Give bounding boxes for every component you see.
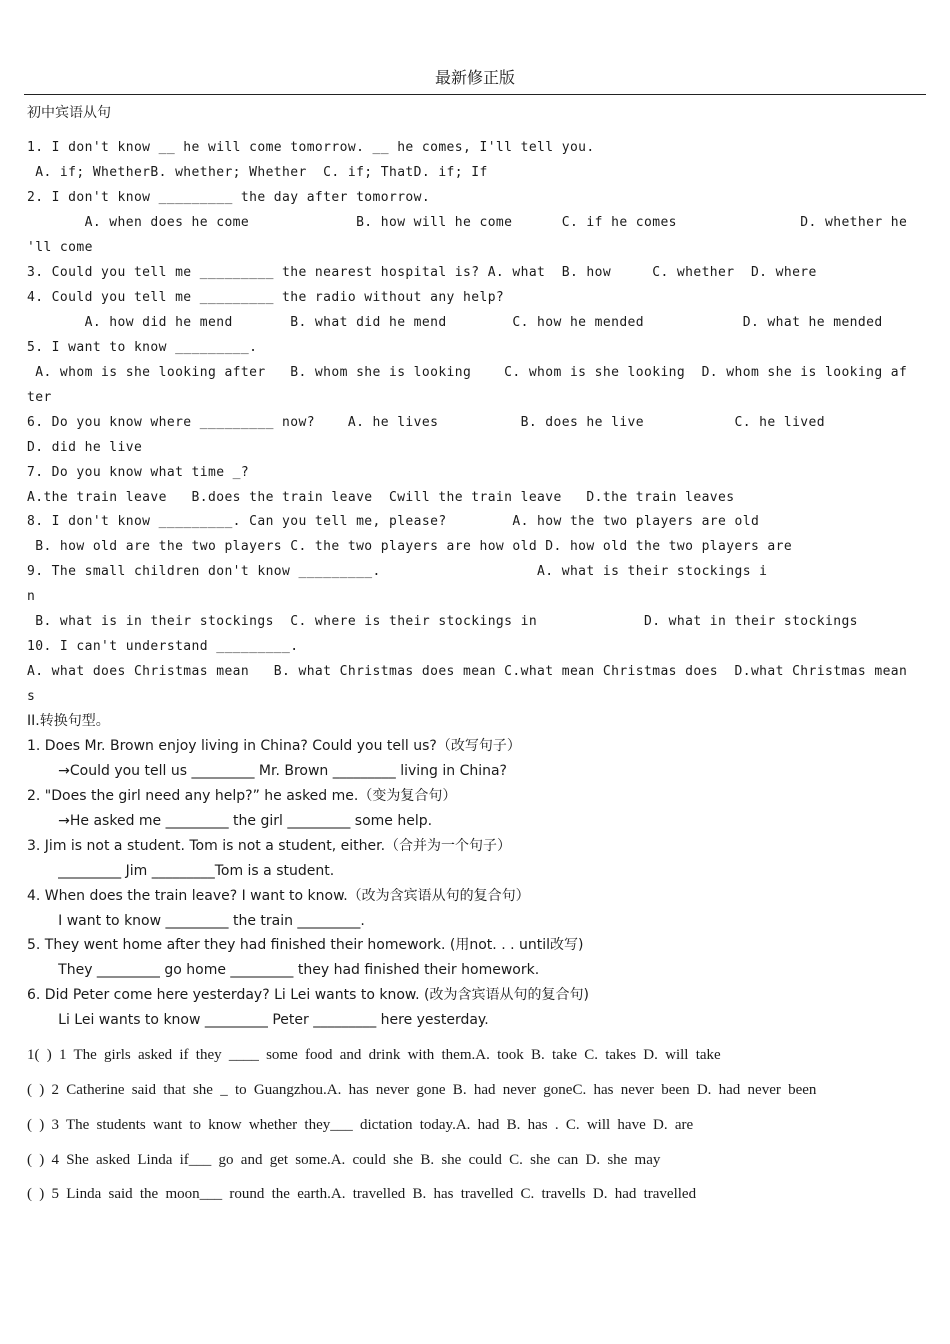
options-line: A. if; WhetherB. whether; Whether C. if; ThatD. if; If <box>27 165 488 180</box>
choice-question: 1( ) 1 The girls asked if they ____ some food and drink with them.A. took B. take C. takes D. will take <box>27 1047 721 1063</box>
answer-line: They _________ go home _________ they had finished their homework. <box>27 962 540 978</box>
question-line: 2. I don't know _________ the day after tomorrow. <box>27 190 431 205</box>
question-line: 1. Does Mr. Brown enjoy living in China? Could you tell us?（改写句子） <box>27 738 521 754</box>
options-line: A. when does he come B. how will he come C. if he comes D. whether he <box>27 215 908 230</box>
options-line: A. how did he mend B. what did he mend C. how he mended D. what he mended <box>27 315 883 330</box>
header-divider <box>24 94 926 95</box>
question-line: 5. They went home after they had finished their homework. (用not. . . until改写) <box>27 937 584 953</box>
question-line: 3. Jim is not a student. Tom is not a student, either.（合并为一个句子） <box>27 838 512 854</box>
question-line: 4. Could you tell me _________ the radio without any help? <box>27 290 505 305</box>
answer-line: →Could you tell us _________ Mr. Brown _________ living in China? <box>27 763 507 779</box>
question-line: 6. Do you know where _________ now? A. he lives B. does he live C. he lived <box>27 415 825 430</box>
question-line: 1. I don't know __ he will come tomorrow. __ he comes, I'll tell you. <box>27 140 595 155</box>
header-title: 最新修正版 <box>434 68 515 87</box>
answer-line: I want to know _________ the train _________. <box>27 913 365 929</box>
question-line: 10. I can't understand _________. <box>27 639 299 654</box>
question-line: 7. Do you know what time _? <box>27 465 250 480</box>
options-line: n <box>27 589 36 604</box>
options-line: A. what does Christmas mean B. what Christmas does mean C.what mean Christmas does D.what Christmas mean <box>27 664 908 679</box>
choice-question: ( ) 2 Catherine said that she _ to Guangzhou.A. has never gone B. had never goneC. has never been D. had never been <box>27 1082 817 1098</box>
options-line: 'll come <box>27 240 93 255</box>
options-line: B. what is in their stockings C. where is their stockings in D. what in their stockings <box>27 614 858 629</box>
question-line: 8. I don't know _________. Can you tell me, please? A. how the two players are old <box>27 514 760 529</box>
question-line: 3. Could you tell me _________ the nearest hospital is? A. what B. how C. whether D. where <box>27 265 817 280</box>
options-line: A. whom is she looking after B. whom she is looking C. whom is she looking D. whom she is looking af <box>27 365 908 380</box>
options-line: ter <box>27 390 52 405</box>
answer-line: _________ Jim _________Tom is a student. <box>27 863 335 879</box>
options-line: B. how old are the two players C. the two players are how old D. how old the two players are <box>27 539 793 554</box>
answer-line: Li Lei wants to know _________ Peter _________ here yesterday. <box>27 1012 489 1028</box>
choice-question: ( ) 3 The students want to know whether they___ dictation today.A. had B. has . C. will have D. are <box>27 1117 694 1133</box>
choice-question: ( ) 4 She asked Linda if___ go and get some.A. could she B. she could C. she can D. she may <box>27 1152 661 1168</box>
question-line: 4. When does the train leave? I want to know.（改为含宾语从句的复合句） <box>27 888 530 904</box>
section-heading: II.转换句型。 <box>27 713 110 729</box>
section-title: 初中宾语从句 <box>27 105 111 121</box>
options-line: A.the train leave B.does the train leave Cwill the train leave D.the train leaves <box>27 490 735 505</box>
question-line: 2. "Does the girl need any help?” he asked me.（变为复合句） <box>27 788 457 804</box>
answer-line: →He asked me _________ the girl _________ some help. <box>27 813 433 829</box>
question-line: 9. The small children don't know _________. A. what is their stockings i <box>27 564 768 579</box>
options-line: s <box>27 689 36 704</box>
question-line: 6. Did Peter come here yesterday? Li Lei wants to know. (改为含宾语从句的复合句) <box>27 987 589 1003</box>
options-line: D. did he live <box>27 440 143 455</box>
question-line: 5. I want to know _________. <box>27 340 258 355</box>
choice-question: ( ) 5 Linda said the moon___ round the earth.A. travelled B. has travelled C. travells D. had travelled <box>27 1186 697 1202</box>
